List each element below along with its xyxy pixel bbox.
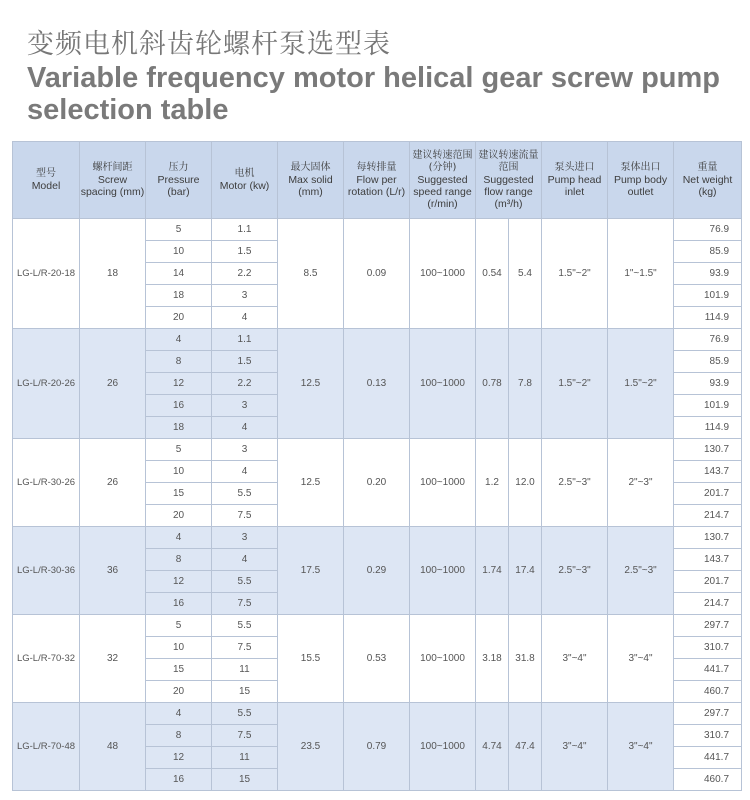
flow-per-rotation-cell: 0.79	[344, 703, 410, 791]
speed-range-cell: 100~1000	[410, 329, 476, 439]
pressure-cell: 16	[146, 395, 212, 417]
table-row	[13, 219, 742, 241]
pressure-cell: 5	[146, 615, 212, 637]
header-pressure: 压力 Pressure (bar)	[146, 142, 212, 219]
motor-cell: 4	[212, 417, 278, 439]
flow-min-cell: 0.54	[476, 219, 509, 329]
motor-cell: 3	[212, 395, 278, 417]
max-solid-cell: 12.5	[278, 329, 344, 439]
weight-cell: 101.9	[674, 395, 742, 417]
pressure-cell: 8	[146, 549, 212, 571]
table-row	[13, 615, 742, 637]
motor-cell: 4	[212, 307, 278, 329]
header-motor: 电机 Motor (kw)	[212, 142, 278, 219]
pressure-cell: 5	[146, 439, 212, 461]
inlet-cell: 1.5"~2"	[542, 329, 608, 439]
weight-cell: 310.7	[674, 637, 742, 659]
pressure-cell: 4	[146, 527, 212, 549]
pressure-cell: 15	[146, 483, 212, 505]
header-pump-head-inlet: 泵头进口 Pump head inlet	[542, 142, 608, 219]
header-speed-range: 建议转速范围(分钟) Suggested speed range (r/min)	[410, 142, 476, 219]
flow-per-rotation-cell: 0.13	[344, 329, 410, 439]
table-row	[13, 329, 742, 351]
inlet-cell: 3"~4"	[542, 615, 608, 703]
weight-cell: 460.7	[674, 769, 742, 791]
motor-cell: 5.5	[212, 615, 278, 637]
flow-per-rotation-cell: 0.53	[344, 615, 410, 703]
weight-cell: 143.7	[674, 461, 742, 483]
max-solid-cell: 17.5	[278, 527, 344, 615]
flow-min-cell: 3.18	[476, 615, 509, 703]
weight-cell: 143.7	[674, 549, 742, 571]
weight-cell: 310.7	[674, 725, 742, 747]
screw-spacing-cell: 26	[80, 439, 146, 527]
flow-per-rotation-cell: 0.20	[344, 439, 410, 527]
header-max-solid: 最大固体 Max solid (mm)	[278, 142, 344, 219]
motor-cell: 7.5	[212, 593, 278, 615]
model-cell: LG-L/R-70-32	[13, 615, 80, 703]
weight-cell: 460.7	[674, 681, 742, 703]
table-body	[13, 219, 742, 791]
weight-cell: 201.7	[674, 483, 742, 505]
pressure-cell: 5	[146, 219, 212, 241]
flow-min-cell: 0.78	[476, 329, 509, 439]
inlet-cell: 2.5"~3"	[542, 439, 608, 527]
weight-cell: 76.9	[674, 329, 742, 351]
motor-cell: 3	[212, 285, 278, 307]
inlet-cell: 2.5"~3"	[542, 527, 608, 615]
motor-cell: 5.5	[212, 703, 278, 725]
weight-cell: 93.9	[674, 263, 742, 285]
flow-per-rotation-cell: 0.09	[344, 219, 410, 329]
header-flow-per-rotation: 每转排量 Flow per rotation (L/r)	[344, 142, 410, 219]
weight-cell: 130.7	[674, 527, 742, 549]
motor-cell: 3	[212, 527, 278, 549]
weight-cell: 114.9	[674, 417, 742, 439]
pressure-cell: 20	[146, 505, 212, 527]
weight-cell: 76.9	[674, 219, 742, 241]
flow-per-rotation-cell: 0.29	[344, 527, 410, 615]
pressure-cell: 12	[146, 373, 212, 395]
pressure-cell: 12	[146, 571, 212, 593]
weight-cell: 85.9	[674, 241, 742, 263]
motor-cell: 7.5	[212, 637, 278, 659]
flow-max-cell: 12.0	[509, 439, 542, 527]
speed-range-cell: 100~1000	[410, 439, 476, 527]
motor-cell: 1.5	[212, 351, 278, 373]
page-title-english: Variable frequency motor helical gear screw pump selection table	[27, 62, 721, 126]
speed-range-cell: 100~1000	[410, 615, 476, 703]
outlet-cell: 1"~1.5"	[608, 219, 674, 329]
motor-cell: 4	[212, 549, 278, 571]
weight-cell: 214.7	[674, 505, 742, 527]
motor-cell: 7.5	[212, 505, 278, 527]
pressure-cell: 8	[146, 725, 212, 747]
pressure-cell: 14	[146, 263, 212, 285]
screw-spacing-cell: 48	[80, 703, 146, 791]
table-row	[13, 703, 742, 725]
flow-max-cell: 31.8	[509, 615, 542, 703]
speed-range-cell: 100~1000	[410, 219, 476, 329]
motor-cell: 11	[212, 747, 278, 769]
pressure-cell: 10	[146, 241, 212, 263]
motor-cell: 2.2	[212, 373, 278, 395]
motor-cell: 4	[212, 461, 278, 483]
motor-cell: 15	[212, 769, 278, 791]
pressure-cell: 10	[146, 461, 212, 483]
header-model: 型号 Model	[13, 142, 80, 219]
weight-cell: 441.7	[674, 659, 742, 681]
outlet-cell: 1.5"~2"	[608, 329, 674, 439]
weight-cell: 130.7	[674, 439, 742, 461]
motor-cell: 1.1	[212, 219, 278, 241]
motor-cell: 5.5	[212, 483, 278, 505]
speed-range-cell: 100~1000	[410, 703, 476, 791]
pressure-cell: 12	[146, 747, 212, 769]
model-cell: LG-L/R-20-26	[13, 329, 80, 439]
weight-cell: 441.7	[674, 747, 742, 769]
max-solid-cell: 8.5	[278, 219, 344, 329]
weight-cell: 114.9	[674, 307, 742, 329]
inlet-cell: 3"~4"	[542, 703, 608, 791]
flow-min-cell: 1.2	[476, 439, 509, 527]
outlet-cell: 3"~4"	[608, 615, 674, 703]
header-pump-body-outlet: 泵体出口 Pump body outlet	[608, 142, 674, 219]
weight-cell: 101.9	[674, 285, 742, 307]
motor-cell: 11	[212, 659, 278, 681]
motor-cell: 7.5	[212, 725, 278, 747]
weight-cell: 297.7	[674, 615, 742, 637]
model-cell: LG-L/R-30-26	[13, 439, 80, 527]
weight-cell: 85.9	[674, 351, 742, 373]
pressure-cell: 20	[146, 307, 212, 329]
weight-cell: 214.7	[674, 593, 742, 615]
flow-min-cell: 1.74	[476, 527, 509, 615]
flow-max-cell: 17.4	[509, 527, 542, 615]
model-cell: LG-L/R-20-18	[13, 219, 80, 329]
outlet-cell: 2.5"~3"	[608, 527, 674, 615]
weight-cell: 201.7	[674, 571, 742, 593]
motor-cell: 1.1	[212, 329, 278, 351]
weight-cell: 297.7	[674, 703, 742, 725]
motor-cell: 1.5	[212, 241, 278, 263]
pressure-cell: 20	[146, 681, 212, 703]
max-solid-cell: 23.5	[278, 703, 344, 791]
pressure-cell: 16	[146, 769, 212, 791]
table-header-row	[13, 142, 742, 219]
pressure-cell: 15	[146, 659, 212, 681]
weight-cell: 93.9	[674, 373, 742, 395]
inlet-cell: 1.5"~2"	[542, 219, 608, 329]
motor-cell: 3	[212, 439, 278, 461]
pressure-cell: 10	[146, 637, 212, 659]
screw-spacing-cell: 36	[80, 527, 146, 615]
flow-min-cell: 4.74	[476, 703, 509, 791]
outlet-cell: 3"~4"	[608, 703, 674, 791]
table-row	[13, 527, 742, 549]
header-net-weight: 重量 Net weight (kg)	[674, 142, 742, 219]
max-solid-cell: 15.5	[278, 615, 344, 703]
model-cell: LG-L/R-70-48	[13, 703, 80, 791]
table-row	[13, 439, 742, 461]
outlet-cell: 2"~3"	[608, 439, 674, 527]
motor-cell: 15	[212, 681, 278, 703]
flow-max-cell: 7.8	[509, 329, 542, 439]
pressure-cell: 4	[146, 329, 212, 351]
pressure-cell: 4	[146, 703, 212, 725]
model-cell: LG-L/R-30-36	[13, 527, 80, 615]
pressure-cell: 8	[146, 351, 212, 373]
screw-spacing-cell: 26	[80, 329, 146, 439]
max-solid-cell: 12.5	[278, 439, 344, 527]
flow-max-cell: 47.4	[509, 703, 542, 791]
screw-spacing-cell: 18	[80, 219, 146, 329]
header-screw-spacing: 螺杆间距 Screw spacing (mm)	[80, 142, 146, 219]
page-title-chinese: 变频电机斜齿轮螺杆泵选型表	[27, 29, 391, 60]
flow-max-cell: 5.4	[509, 219, 542, 329]
motor-cell: 2.2	[212, 263, 278, 285]
pressure-cell: 16	[146, 593, 212, 615]
pressure-cell: 18	[146, 285, 212, 307]
pump-selection-table	[12, 141, 742, 791]
motor-cell: 5.5	[212, 571, 278, 593]
header-flow-range: 建议转速流量范围 Suggested flow range (m³/h)	[476, 142, 542, 219]
pressure-cell: 18	[146, 417, 212, 439]
speed-range-cell: 100~1000	[410, 527, 476, 615]
screw-spacing-cell: 32	[80, 615, 146, 703]
